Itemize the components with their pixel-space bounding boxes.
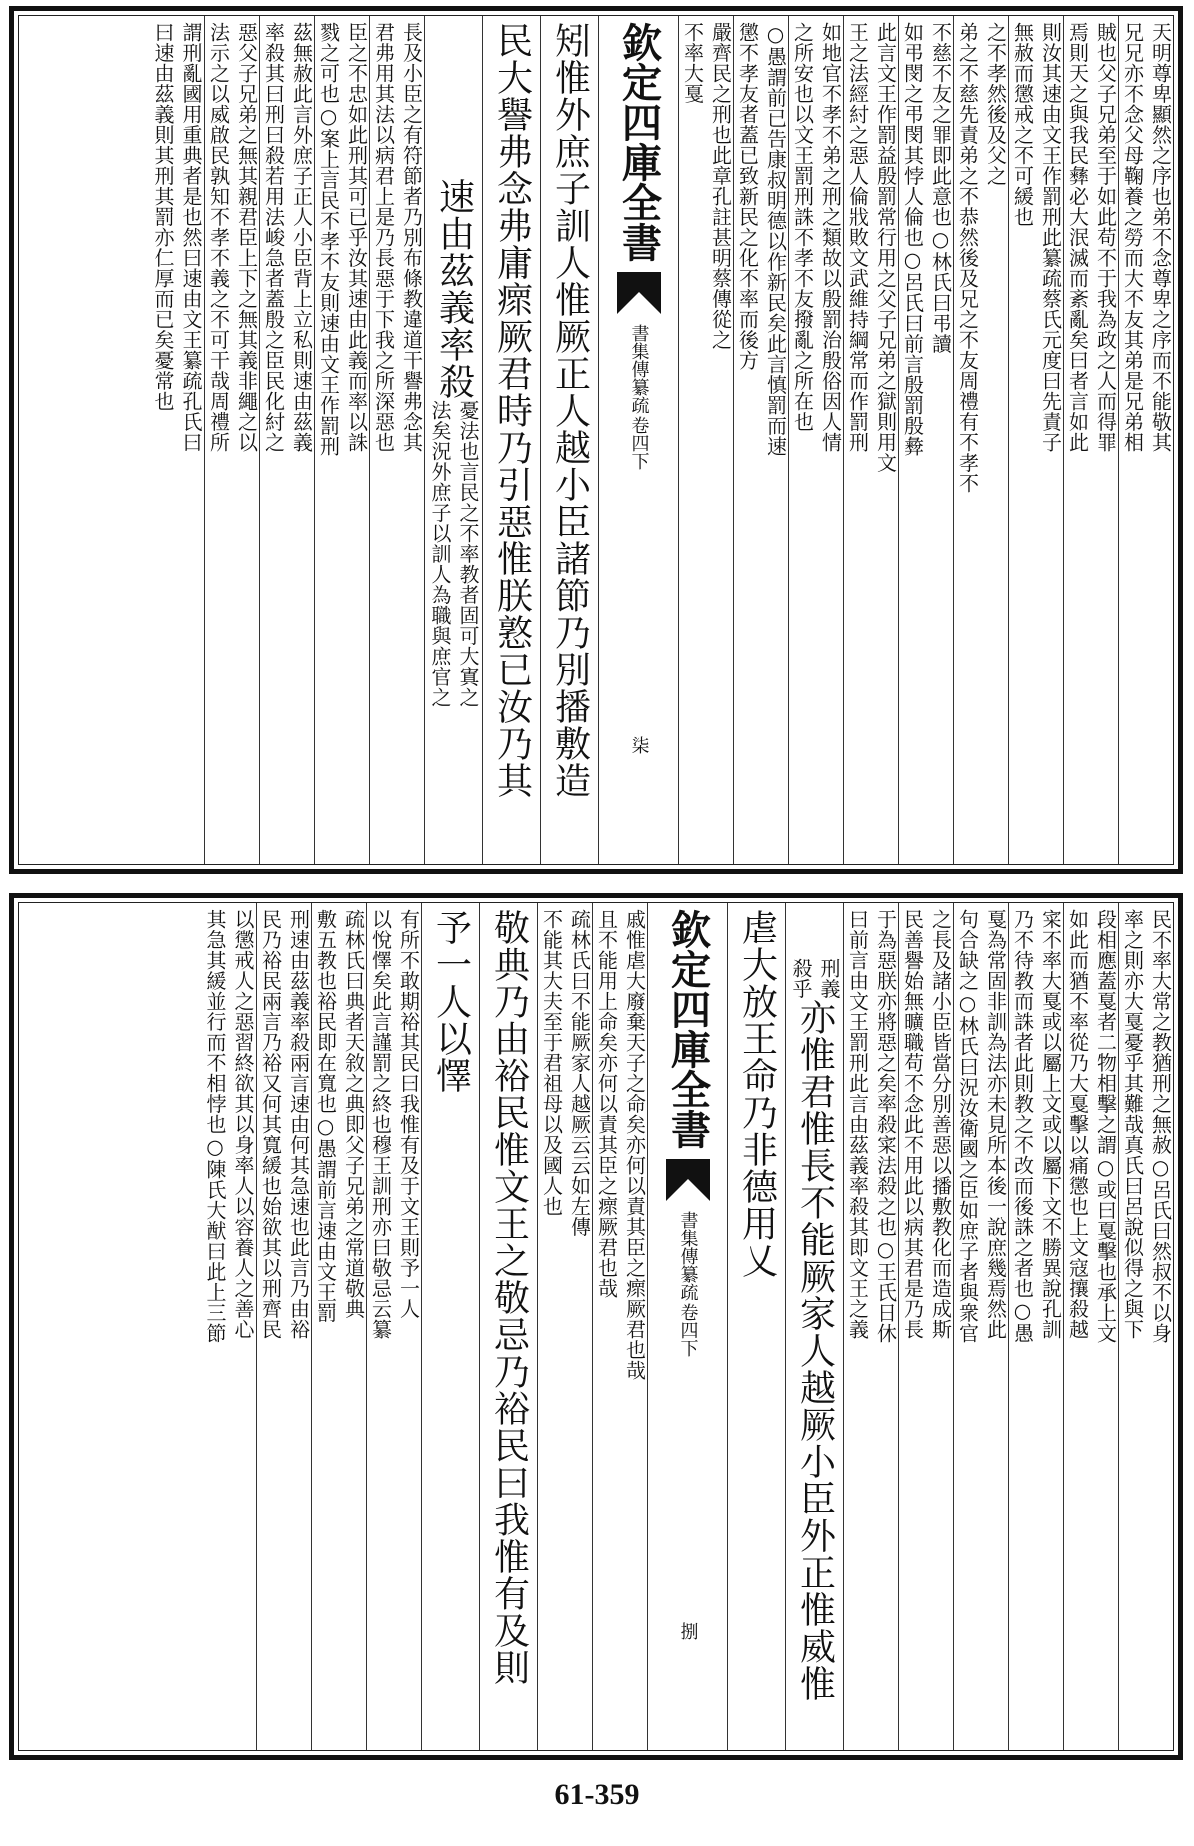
main-text: 敬典乃由裕民惟文王之敬忌乃裕民曰我惟有及則: [488, 909, 530, 1686]
text-column: [953, 16, 1008, 864]
commentary-line: 曰速由茲義則其刑其罰亦仁厚而已矣憂常也: [151, 22, 175, 412]
text-column: [727, 903, 785, 1750]
commentary-line: 憂法也言民之不率教者固可大寘之: [456, 400, 480, 708]
commentary-line: 無赦而懲戒之不可緩也: [1010, 22, 1035, 227]
commentary-pair: [313, 909, 366, 1750]
main-text: 予一人以懌: [430, 909, 472, 1094]
commentary-line: 民善譽始無曠職苟不念此不用此以病其君是乃長: [900, 909, 925, 1340]
text-column: [366, 903, 421, 1750]
text-column: [898, 903, 953, 1750]
main-text: 虐大放王命乃非德用乂: [736, 909, 778, 1279]
volume-label: 卷四下: [628, 416, 650, 470]
text-column: [369, 16, 424, 864]
header-column: [647, 903, 727, 1750]
commentary-pair: [1010, 22, 1063, 864]
commentary-line: 法示之以威啟民孰知不孝不義之不可干哉周禮所: [206, 22, 231, 453]
commentary-pair: [371, 22, 424, 864]
commentary-pair: [258, 909, 311, 1750]
fish-tail-mark-icon: [617, 272, 661, 314]
text-column: [1118, 16, 1173, 864]
top-page-columns: [18, 15, 1174, 865]
commentary-pair: [1065, 909, 1118, 1750]
commentary-pair: [1120, 22, 1173, 864]
header-title: 欽定四庫全書: [615, 22, 663, 262]
commentary-pair: [368, 909, 421, 1750]
commentary-pair: [539, 909, 592, 1750]
commentary-pair: [790, 22, 843, 864]
text-column: [311, 903, 366, 1750]
commentary-line: 賊也父子兄弟至于如此苟不于我為政之人而得罪: [1093, 22, 1118, 453]
commentary-pair: [680, 22, 733, 864]
text-column: [785, 903, 843, 1750]
commentary-line: 之不孝然後及父之: [983, 22, 1008, 186]
commentary-line: 且不能用上命矣亦何以責其臣之瘝厥君也哉: [594, 909, 619, 1299]
text-column: [843, 903, 898, 1750]
commentary-line: 惡父子兄弟之無其親君臣上下之無其義非繩之以: [234, 22, 259, 453]
text-column: [1008, 903, 1063, 1750]
commentary-line: 民乃裕民兩言乃裕又何其寬緩也始欲其以刑齊民: [258, 909, 283, 1340]
commentary-pair: [206, 22, 259, 864]
text-column: [843, 16, 898, 864]
text-column: [540, 16, 598, 864]
commentary-line: 率殺其曰刑曰殺若用法峻急者蓋殷之臣民化紂之: [261, 22, 286, 453]
text-column: [898, 16, 953, 864]
page-number: 61-359: [554, 1778, 640, 1811]
folio-number: 柒: [628, 736, 650, 754]
commentary-pair: [900, 909, 953, 1750]
main-text: 亦惟君惟長不能厥家人越厥小臣外正惟威惟: [794, 998, 836, 1702]
commentary-line: 嚴齊民之刑也此章孔註甚明蔡傳從之: [708, 22, 733, 350]
commentary-line: 臣之不忠如此刑其可已乎汝其速由此義而率以誅: [344, 22, 369, 453]
commentary-line: 如此而猶不率從乃大戛擊以痛懲也上文寇攘殺越: [1065, 909, 1090, 1340]
commentary-line: 刑速由茲義率殺兩言速由何其急速也此言乃由裕: [286, 909, 311, 1340]
text-column: [256, 903, 311, 1750]
commentary-line: 刑義: [817, 957, 841, 999]
commentary-line: 以悅懌矣此言謹罰之終也穆王訓刑亦曰敬忌云纂: [368, 909, 393, 1340]
commentary-pair: [955, 909, 1008, 1750]
commentary-line: 如弔閔之弔閔其悖人倫也○呂氏曰前言殷罰殷彜: [900, 22, 925, 457]
text-column: [201, 903, 256, 1750]
commentary-line: 天明尊卑顯然之序也弟不念尊卑之序而不能敬其: [1148, 22, 1173, 453]
commentary-line: 率之則亦大戛憂乎其難哉真氏曰呂說似得之與下: [1120, 909, 1145, 1340]
text-column: [1063, 903, 1118, 1750]
commentary-line: 民不率大常之教猶刑之無赦○呂氏曰然叔不以身: [1148, 909, 1173, 1344]
volume-label: 卷四下: [677, 1303, 699, 1357]
book-name: 書集傳纂疏: [677, 1211, 699, 1301]
main-text: 民大譽弗念弗庸瘝厥君時乃引惡惟朕憝已汝乃其: [491, 22, 533, 799]
commentary-pair: [316, 22, 369, 864]
commentary-line: 戛為常固非訓為法亦未見所本後一說庶幾焉然此: [983, 909, 1008, 1340]
text-column: [953, 903, 1008, 1750]
header-title: 欽定四庫全書: [664, 909, 712, 1149]
commentary-pair: [427, 400, 480, 708]
commentary-line: 段相應蓋戛者二物相擊之謂○或曰戛擊也承上文: [1093, 909, 1118, 1344]
commentary-line: 句合缺之○林氏曰況汝衛國之臣如庶子者與衆官: [955, 909, 980, 1344]
top-page: [9, 6, 1183, 874]
bottom-page: [9, 893, 1183, 1760]
text-column: [424, 16, 482, 864]
bottom-page-columns: [18, 902, 1174, 1751]
commentary-pair: [1120, 909, 1173, 1750]
commentary-pair: [845, 909, 898, 1750]
commentary-pair: [735, 22, 788, 864]
text-column: [149, 16, 204, 864]
text-column: [678, 16, 733, 864]
commentary-pair: [202, 909, 255, 1750]
text-column: [537, 903, 592, 1750]
commentary-line: 兄兄亦不念父母鞠養之勞而大不友其弟是兄弟相: [1120, 22, 1145, 453]
commentary-line: 之長及諸小臣皆當分別善惡以播敷教化而造成斯: [928, 909, 953, 1340]
commentary-line: 乃不待教而誅者此則教之不改而後誅之者也○愚: [1010, 909, 1035, 1344]
commentary-line: 敷五教也裕民即在寬也○愚謂前言速由文王罰: [313, 909, 338, 1323]
text-column: [482, 16, 540, 864]
commentary-pair: [1010, 909, 1063, 1750]
main-text: 矧惟外庶子訓人惟厥正人越小臣諸節乃別播敷造: [549, 22, 591, 799]
header-column: [598, 16, 678, 864]
header-subtitle: [629, 324, 649, 470]
commentary-line: 王之法經紂之惡人倫戕敗文武維持綱常而作罰刑: [845, 22, 870, 453]
commentary-pair: [261, 22, 314, 864]
commentary-line: 戚惟虐大廢棄天子之命矣亦何以責其臣之瘝厥君也哉: [622, 909, 647, 1381]
commentary-line: 長及小臣之有符節者乃別布條教違道干譽弗念其: [399, 22, 424, 453]
text-column: [421, 903, 479, 1750]
commentary-line: 君弗用其法以病君上是乃長惡于下我之所深惡也: [371, 22, 396, 453]
header-subtitle: [678, 1211, 698, 1357]
text-column: [788, 16, 843, 864]
folio-number: 捌: [677, 1622, 699, 1640]
text-column: [314, 16, 369, 864]
commentary-line: 殺乎: [789, 957, 813, 999]
commentary-pair: [955, 22, 1008, 864]
commentary-line: 不能其大夫至于君祖母以及國人也: [539, 909, 564, 1217]
commentary-pair: [150, 22, 203, 864]
commentary-line: 曰前言由文王罰刑此言由茲義率殺其即文王之義: [845, 909, 870, 1340]
commentary-pair: [900, 22, 953, 864]
commentary-line: 以懲戒人之惡習終欲其以身率人以容養人之善心: [231, 909, 255, 1340]
commentary-line: 法矣況外庶子以訓人為職與庶官之: [428, 400, 452, 708]
text-column: [479, 903, 537, 1750]
commentary-line: 焉則天之與我民彝必大泯滅而紊亂矣曰者言如此: [1065, 22, 1090, 453]
commentary-pair: [845, 22, 898, 864]
text-column: [1063, 16, 1118, 864]
commentary-line: 如地官不孝不弟之刑之類故以殷罰治殷俗因人情: [818, 22, 843, 453]
commentary-line: 不率大戛: [680, 22, 705, 104]
commentary-pair: [594, 909, 647, 1750]
text-column: [1008, 16, 1063, 864]
commentary-line: 茲無赦此言外庶子正人小臣背上立私則速由茲義: [289, 22, 314, 453]
commentary-line: 謂刑亂國用重典者是也然曰速由文王纂疏孔氏曰: [179, 22, 203, 453]
commentary-line: 于為惡朕亦將惡之矣率殺寀法殺之也○王氏日休: [873, 909, 898, 1344]
commentary-line: 其急其緩並行而不相悖也○陳氏大猷曰此上三節: [203, 909, 227, 1344]
commentary-line: 之所安也以文王罰刑誅不孝不友撥亂之所在也: [790, 22, 815, 432]
commentary-line: 不慈不友之罪即此意也○林氏曰弔讀: [928, 22, 953, 354]
commentary-line: ○愚謂前已告康叔明德以作新民矣此言慎罰而速: [763, 22, 788, 457]
commentary-line: 弟之不慈先責弟之不恭然後及兄之不友周禮有不孝不: [955, 22, 980, 494]
text-column: [1118, 903, 1173, 1750]
text-column: [259, 16, 314, 864]
commentary-line: 疏林氏曰不能厥家人越厥云云如左傳: [567, 909, 592, 1237]
commentary-pair: [1065, 22, 1118, 864]
commentary-line: 疏林氏曰典者天敘之典即父子兄弟之常道敬典: [341, 909, 366, 1319]
fish-tail-mark-icon: [666, 1159, 710, 1201]
commentary-line: 戮之可也○案上言民不孝不友則速由文王作罰刑: [316, 22, 341, 457]
commentary-line: 則汝其速由文王作罰刑此纂疏蔡氏元度曰先責子: [1038, 22, 1063, 453]
commentary-line: 此言文王作罰益殷罰常行用之父子兄弟之獄則用文: [873, 22, 898, 473]
commentary-line: 有所不敢期裕其民曰我惟有及于文王則予一人: [396, 909, 421, 1319]
commentary-pair: [788, 958, 841, 999]
text-column: [733, 16, 788, 864]
commentary-line: 寀不率大戛或以屬上文或以屬下文不勝異說孔訓: [1038, 909, 1063, 1340]
text-column: [592, 903, 647, 1750]
main-text: 速由茲義率殺: [433, 178, 475, 401]
commentary-line: 懲不孝友者蓋已致新民之化不率而後方: [735, 22, 760, 371]
text-column: [204, 16, 259, 864]
book-name: 書集傳纂疏: [628, 324, 650, 414]
